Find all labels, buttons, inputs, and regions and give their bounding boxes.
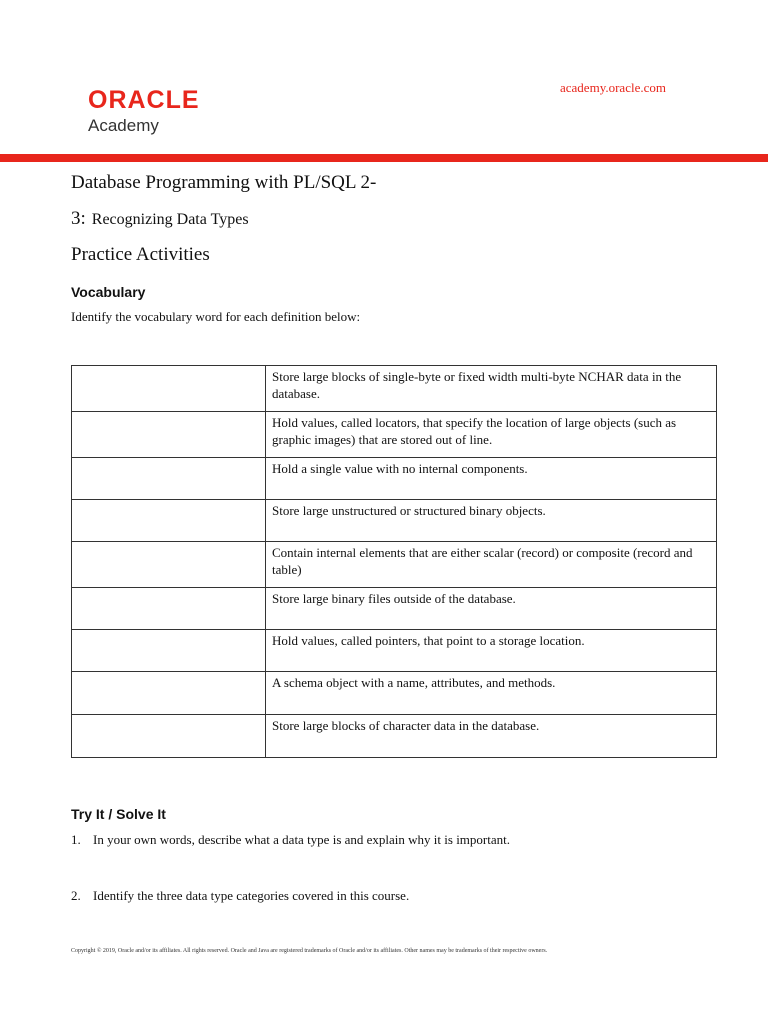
table-row xyxy=(72,500,717,542)
table-row xyxy=(72,715,717,758)
definition-cell: Store large unstructured or structured binary objects. xyxy=(266,500,717,542)
question-number: 2. xyxy=(71,888,81,903)
definition-cell: Store large blocks of single-byte or fixed width multi-byte NCHAR data in the database. xyxy=(266,366,717,412)
answer-cell[interactable] xyxy=(72,588,266,630)
question-item xyxy=(71,832,510,848)
header-divider-band xyxy=(0,154,768,162)
definition-cell: A schema object with a name, attributes, and methods. xyxy=(266,672,717,715)
table-row xyxy=(72,542,717,588)
vocabulary-table xyxy=(71,365,717,758)
lesson-number: 3: xyxy=(71,208,86,229)
oracle-academy-logo xyxy=(88,88,200,134)
logo-oracle-text: ORACLE xyxy=(88,86,200,114)
answer-cell[interactable] xyxy=(72,458,266,500)
table-row xyxy=(72,588,717,630)
copyright-footer: Copyright © 2019, Oracle and/or its affiliates. All rights reserved. Oracle and Java are registered trademarks of Oracle and/or its affiliates. Other names may be trademarks of their respective owners. xyxy=(71,948,548,954)
document-title: Database Programming with PL/SQL 2- xyxy=(71,172,377,193)
definition-cell: Store large binary files outside of the database. xyxy=(266,588,717,630)
definition-cell: Store large blocks of character data in the database. xyxy=(266,715,717,758)
question-text: In your own words, describe what a data type is and explain why it is important. xyxy=(93,832,510,847)
answer-cell[interactable] xyxy=(72,366,266,412)
question-item xyxy=(71,888,409,904)
answer-cell[interactable] xyxy=(72,672,266,715)
try-it-heading: Try It / Solve It xyxy=(71,806,166,822)
table-row xyxy=(72,672,717,715)
vocabulary-heading: Vocabulary xyxy=(71,284,146,300)
vocabulary-instructions: Identify the vocabulary word for each definition below: xyxy=(71,309,361,324)
answer-cell[interactable] xyxy=(72,500,266,542)
answer-cell[interactable] xyxy=(72,412,266,458)
question-text: Identify the three data type categories covered in this course. xyxy=(93,888,410,903)
answer-cell[interactable] xyxy=(72,630,266,672)
lesson-name: Recognizing Data Types xyxy=(91,211,249,228)
lesson-title xyxy=(71,208,249,230)
section-title: Practice Activities xyxy=(71,244,210,265)
definition-cell: Hold a single value with no internal components. xyxy=(266,458,717,500)
definition-cell: Hold values, called pointers, that point to a storage location. xyxy=(266,630,717,672)
definition-cell: Hold values, called locators, that specify the location of large objects (such as graphic images) that are stored out of line. xyxy=(266,412,717,458)
table-row xyxy=(72,412,717,458)
question-number: 1. xyxy=(71,832,81,847)
academy-site-link[interactable]: academy.oracle.com xyxy=(560,80,666,95)
logo-academy-text: Academy xyxy=(88,116,159,135)
answer-cell[interactable] xyxy=(72,542,266,588)
definition-cell: Contain internal elements that are either scalar (record) or composite (record and table) xyxy=(266,542,717,588)
table-row xyxy=(72,630,717,672)
table-row xyxy=(72,458,717,500)
answer-cell[interactable] xyxy=(72,715,266,758)
table-row xyxy=(72,366,717,412)
